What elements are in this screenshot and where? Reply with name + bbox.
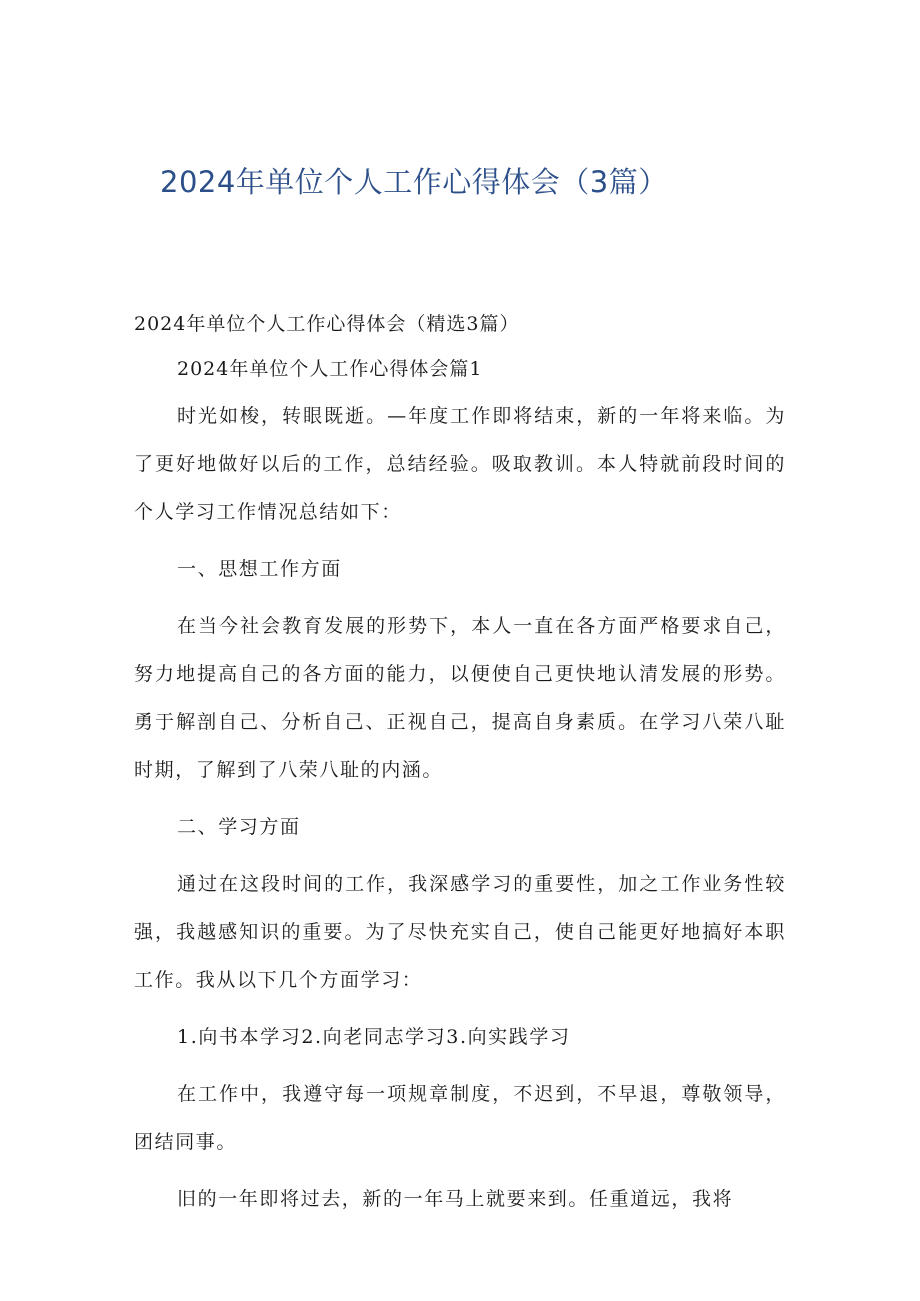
document-body bbox=[134, 303, 786, 1232]
paragraph-discipline: 在工作中，我遵守每一项规章制度，不迟到，不早退，尊敬领导，团结同事。 bbox=[134, 1083, 786, 1153]
paragraph-thought: 在当今社会教育发展的形势下，本人一直在各方面严格要求自己，努力地提高自己的各方面的能力，以便使自己更快地认清发展的形势。勇于解剖自己、分析自己、正视自己，提高自身素质。在学习八荣八耻时期，了解到了八荣八耻的内涵。 bbox=[134, 615, 786, 781]
document-title: 2024年单位个人工作心得体会（3篇） bbox=[160, 165, 668, 199]
paragraph-intro: 时光如梭，转眼既逝。—年度工作即将结束，新的一年将来临。为了更好地做好以后的工作，总结经验。吸取教训。本人特就前段时间的个人学习工作情况总结如下： bbox=[134, 405, 786, 523]
paragraph-closing: 旧的一年即将过去，新的一年马上就要来到。任重道远，我将 bbox=[177, 1188, 734, 1210]
document-subtitle: 2024年单位个人工作心得体会（精选3篇） bbox=[134, 313, 520, 335]
section-heading-study: 二、学习方面 bbox=[177, 816, 301, 838]
section-heading-thought: 一、思想工作方面 bbox=[177, 558, 342, 580]
paragraph-study: 通过在这段时间的工作，我深感学习的重要性，加之工作业务性较强，我越感知识的重要。为了尽快充实自己，使自己能更好地搞好本职工作。我从以下几个方面学习： bbox=[134, 873, 786, 991]
study-list: 1.向书本学习2.向老同志学习3.向实践学习 bbox=[177, 1026, 571, 1048]
chapter-heading: 2024年单位个人工作心得体会篇1 bbox=[177, 358, 483, 380]
